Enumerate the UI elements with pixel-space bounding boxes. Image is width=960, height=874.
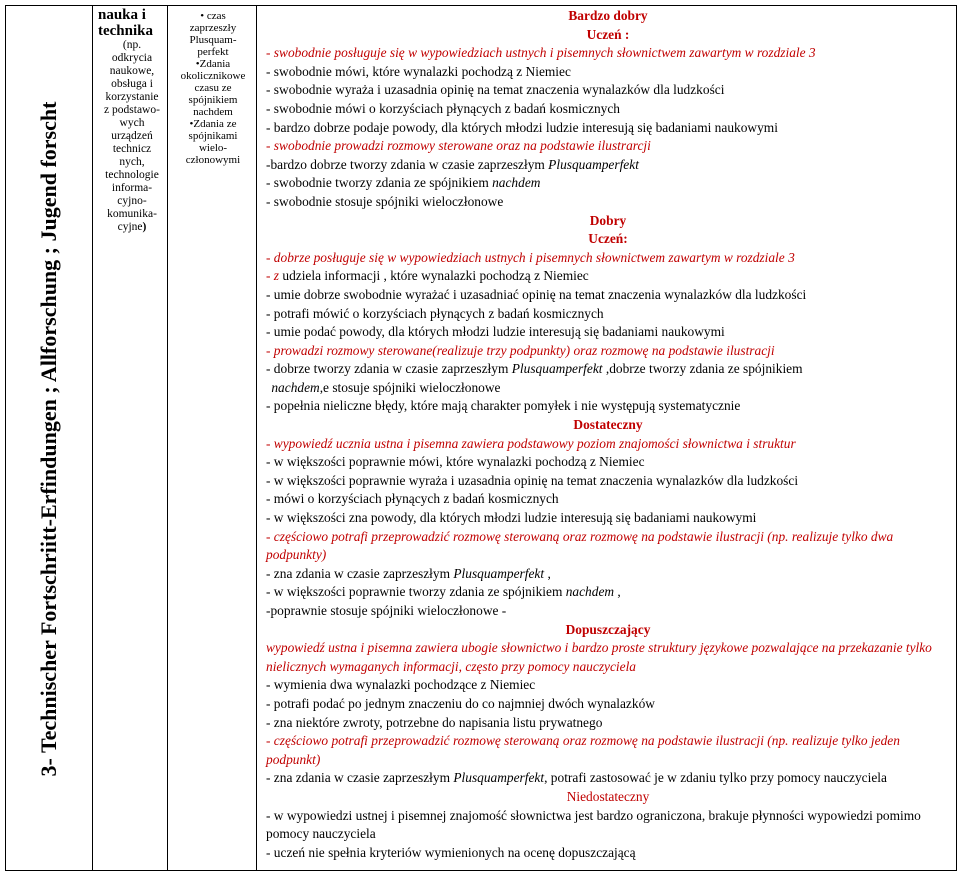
criterion-item: - wypowiedź ucznia ustna i pisemna zawiera podstawowy poziom znajomości słownictwa i struktur [266, 435, 796, 451]
criterion-item: - wymienia dwa wynalazki pochodzące z Niemiec [266, 677, 536, 693]
criterion-item: - prowadzi rozmowy sterowane(realizuje trzy podpunkty) oraz rozmowę na podstawie ilustracji [266, 342, 775, 358]
criteria-column [257, 6, 956, 870]
criterion-item: - zna zdania w czasie zaprzeszłym Plusquamperfekt , [266, 565, 551, 581]
criterion-item: - swobodnie mówi, które wynalazki pochodzą z Niemiec [266, 63, 571, 79]
criterion-item: - swobodnie wyraża i uzasadnia opinię na temat znaczenia wynalazków dla ludzkości [266, 82, 725, 98]
topic-heading: nauka i technika [98, 7, 154, 39]
title-column [6, 6, 93, 870]
criterion-item: - mówi o korzyściach płynących z badań kosmicznych [266, 491, 559, 507]
criterion-item: - potrafi mówić o korzyściach płynących z badań kosmicznych [266, 305, 604, 321]
criterion-item: - swobodnie posługuje się w wypowiedziach ustnych i pisemnych słownictwem zawartym w rozdziale 3 [266, 45, 816, 61]
criterion-item: -bardzo dobrze tworzy zdania w czasie zaprzeszłym Plusquamperfekt [266, 156, 639, 172]
criterion-item: - zna zdania w czasie zaprzeszłym Plusquamperfekt, potrafi zastosować je w zdaniu tylko przy pomocy nauczyciela [266, 770, 887, 786]
criterion-item: - popełnia nieliczne błędy, które mają charakter pomyłek i nie występują systematycznie [266, 398, 741, 414]
criteria-table [5, 5, 957, 871]
criterion-item: - w większości zna powody, dla których młodzi ludzie interesują się badaniami naukowymi [266, 510, 757, 526]
criterion-item: - uczeń nie spełnia kryteriów wymienionych na ocenę dopuszczającą [266, 844, 636, 860]
topic-column [93, 6, 168, 870]
criterion-item: - dobrze tworzy zdania w czasie zaprzeszłym Plusquamperfekt ,dobrze tworzy zdania ze spójnikiem [266, 361, 803, 377]
criterion-item: - umie dobrze swobodnie wyrażać i uzasadniać opinię na temat znaczenia wynalazków dla ludzkości [266, 286, 807, 302]
grammar-list: • czas zaprzeszły Plusquam- perfekt •Zdania okolicznikowe czasu ze spójnikiem nachdem •Zdania ze spójnikami wielo- członowymi [180, 10, 246, 166]
criterion-item: - umie podać powody, dla których młodzi ludzie interesują się badaniami naukowymi [266, 324, 725, 340]
criterion-item: - potrafi podać po jednym znaczeniu do co najmniej dwóch wynalazków [266, 695, 655, 711]
criterion-item: - w większości poprawnie mówi, które wynalazki pochodzą z Niemiec [266, 454, 645, 470]
criterion-item: - w większości poprawnie tworzy zdania ze spójnikiem nachdem , [266, 584, 621, 600]
criterion-item: -poprawnie stosuje spójniki wieloczłonowe - [266, 603, 507, 618]
criterion-item: - z udziela informacji , które wynalazki pochodzą z Niemiec [266, 268, 589, 284]
criterion-item: - w wypowiedzi ustnej i pisemnej znajomość słownictwa jest bardzo ograniczona, brakuje płynności wypowiedzi pomimo pomocy nauczyciela [266, 807, 921, 842]
criterion-item: - częściowo potrafi przeprowadzić rozmowę sterowaną oraz rozmowę na podstawie ilustracji (np. realizuje tylko jeden podpunkt) [266, 733, 900, 767]
criterion-item: - częściowo potrafi przeprowadzić rozmowę sterowaną oraz rozmowę na podstawie ilustracji (np. realizuje tylko dwa podpunkty) [266, 528, 894, 563]
grade-heading-niedostateczny: Niedostateczny [566, 788, 650, 804]
topic-description: (np. odkrycia naukowe, obsługa i korzystanie z podstawo- wych urządzeń technicz nych, technologie informa- cyjno- komunika- cyjne) [104, 39, 160, 233]
unit-title: 3- Technischer Fortschriitt-Erfindungen ; Allforschung ; Jugend forscht [36, 101, 61, 777]
criterion-item: - swobodnie prowadzi rozmowy sterowane oraz na podstawie ilustrarcji [266, 138, 651, 154]
criterion-item: - swobodnie mówi o korzyściach płynących z badań kosmicznych [266, 100, 621, 116]
criterion-item: - swobodnie tworzy zdania ze spójnikiem nachdem [266, 175, 541, 191]
grade-heading-dobry: Dobry [589, 212, 627, 228]
student-label: Uczeń: [588, 231, 628, 247]
grade-heading-dostateczny: Dostateczny [573, 417, 643, 433]
grade-heading-bardzo-dobry: Bardzo dobry [568, 8, 648, 23]
criterion-item: wypowiedź ustna i pisemna zawiera ubogie słownictwo i bardzo proste struktury językowe pozwalające na przekazanie tylko nielicznych wymaganych informacji, często przy pomocy nauczyciela [266, 640, 932, 674]
criterion-item: - zna niektóre zwroty, potrzebne do napisania listu prywatnego [266, 714, 603, 730]
student-label: Uczeń : [586, 26, 630, 42]
criterion-item: - w większości poprawnie wyraża i uzasadnia opinię na temat znaczenia wynalazków dla ludzkości [266, 472, 799, 488]
criterion-item: nachdem,e stosuje spójniki wieloczłonowe [271, 379, 501, 395]
criterion-item: - dobrze posługuje się w wypowiedziach ustnych i pisemnych słownictwem zawartym w rozdziale 3 [266, 249, 795, 265]
criterion-item: - bardzo dobrze podaje powody, dla których młodzi ludzie interesują się badaniami naukowymi [266, 119, 778, 135]
grammar-column [168, 6, 257, 870]
criterion-item: - swobodnie stosuje spójniki wieloczłonowe [266, 193, 504, 209]
grade-heading-dopuszczajacy: Dopuszczający [565, 621, 651, 637]
